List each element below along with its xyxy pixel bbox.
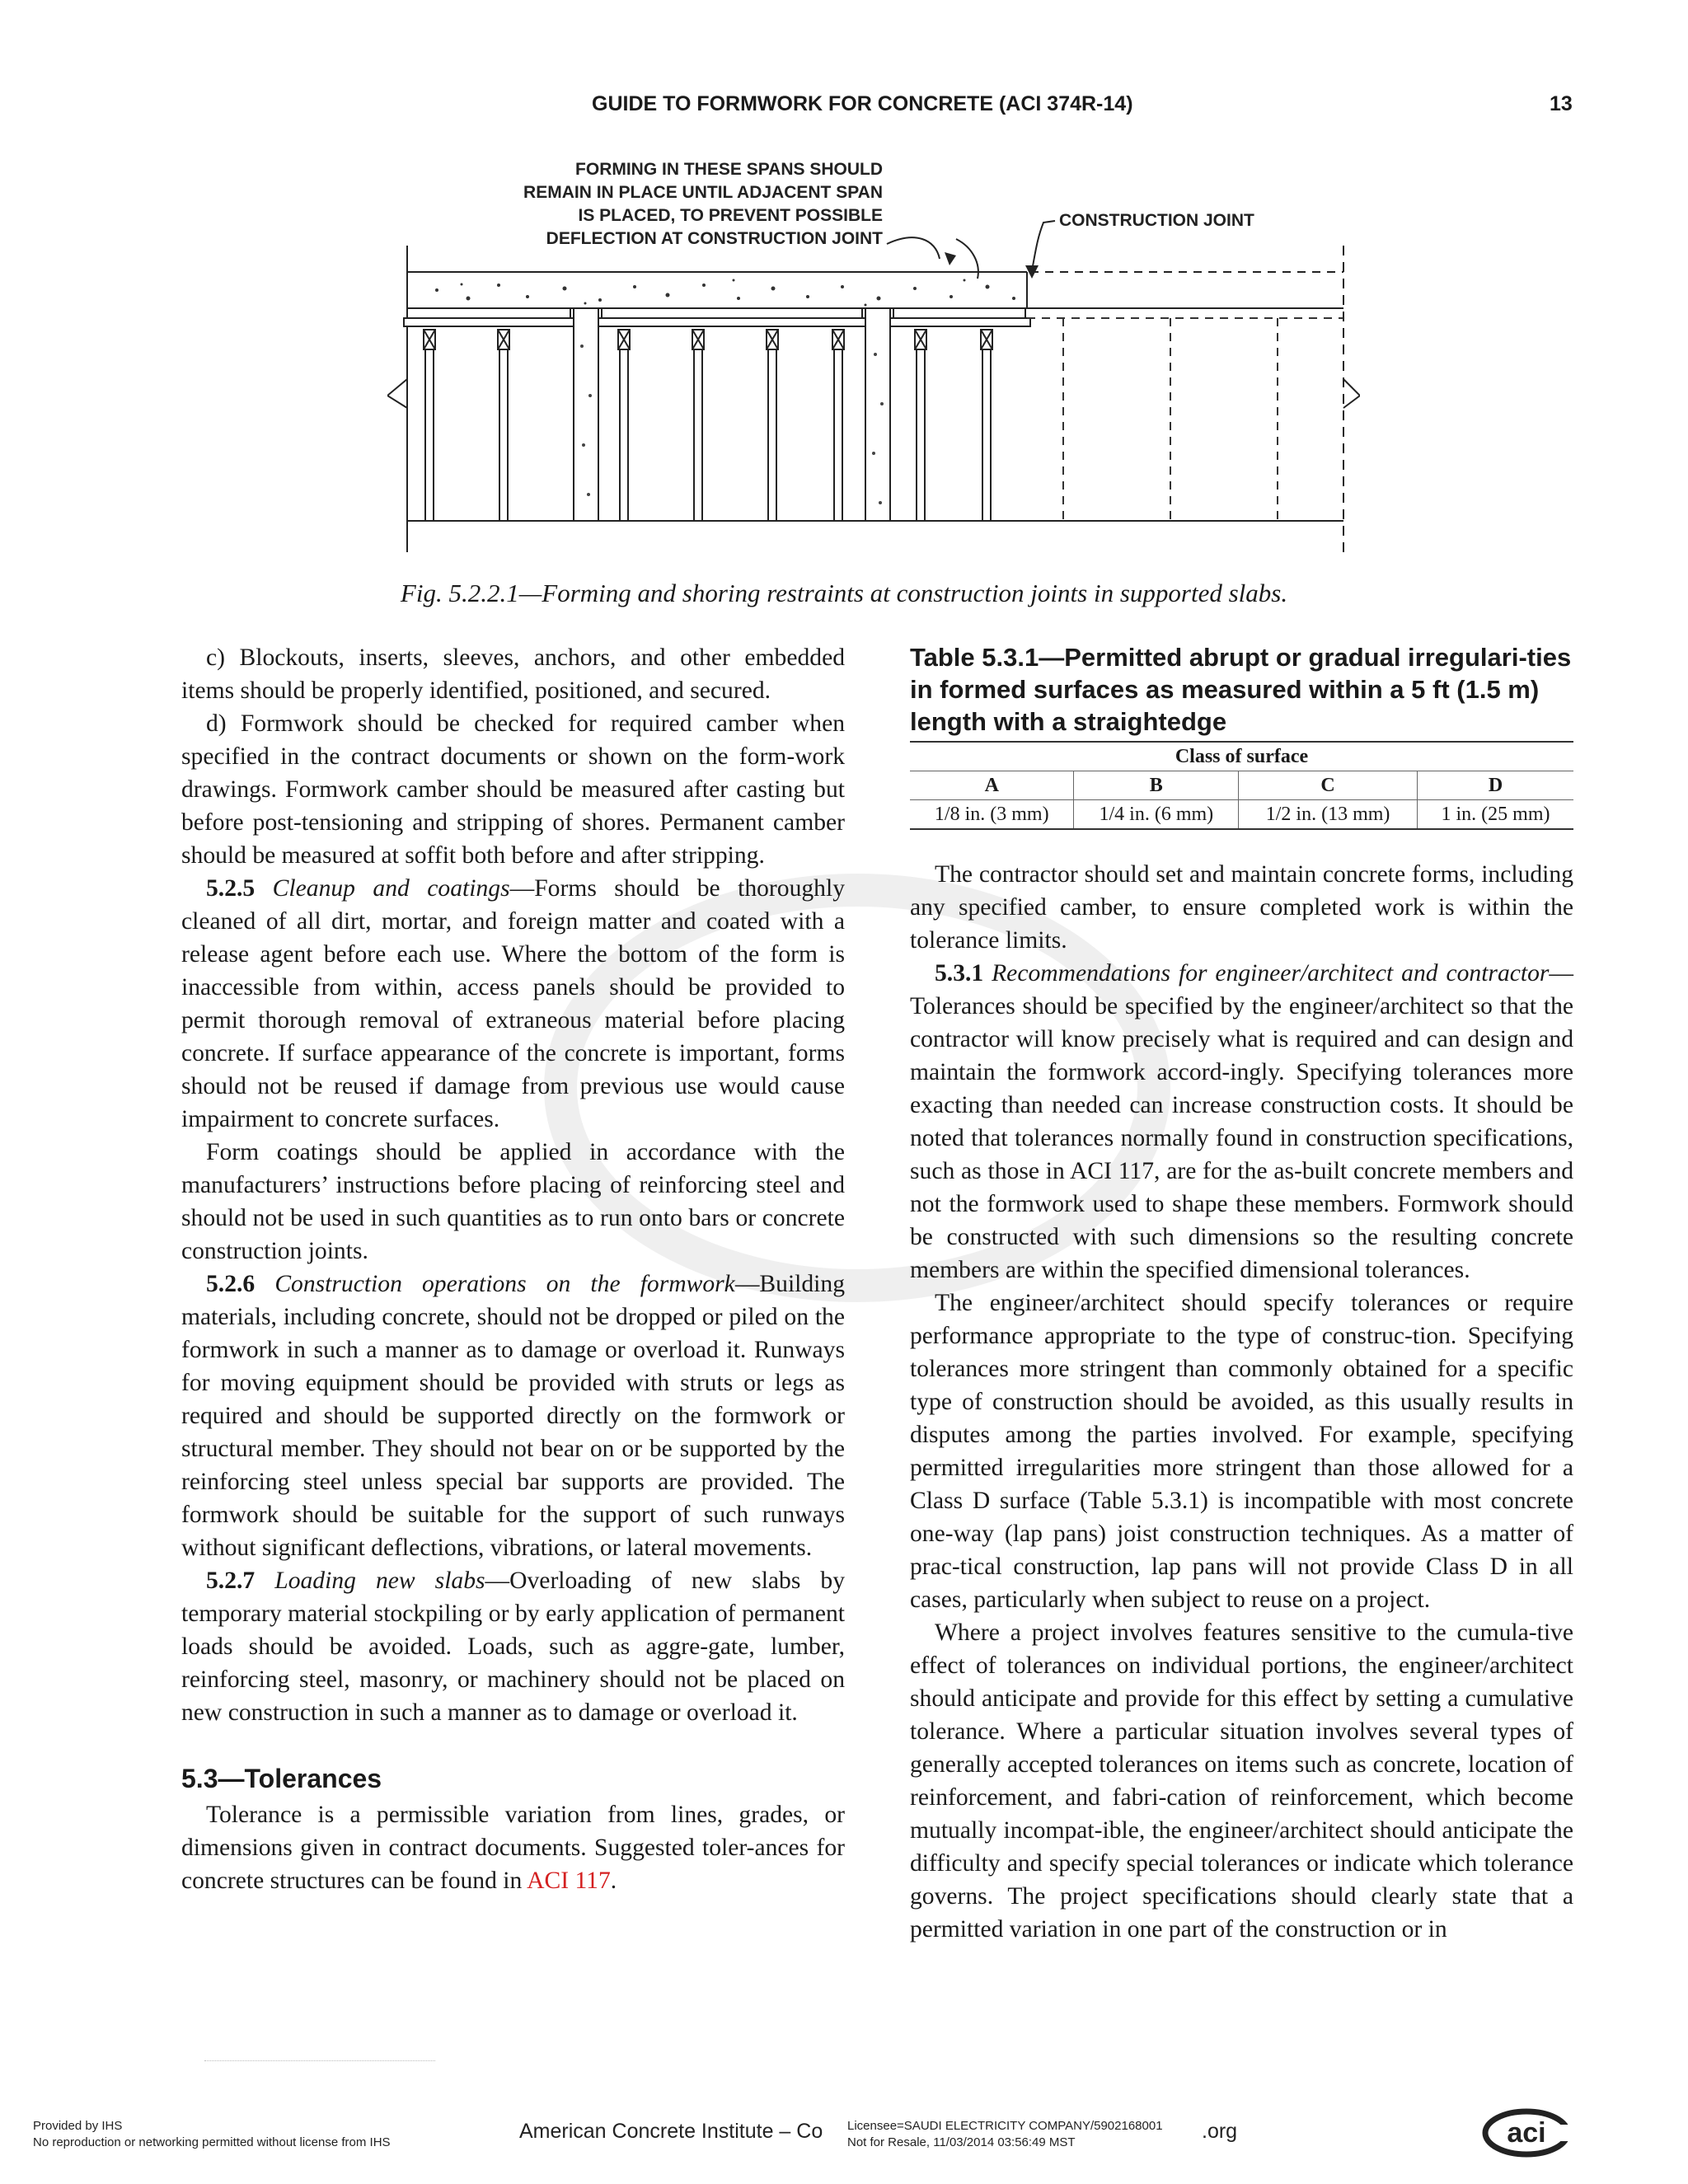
note-arrowhead: [945, 252, 956, 265]
figure-note-line-3: IS PLACED, TO PREVENT POSSIBLE: [578, 206, 883, 225]
form-decks: [404, 308, 1030, 326]
table-cell: 1/4 in. (6 mm): [1074, 800, 1239, 830]
section-text: —Building materials, including concrete, should not be dropped or piled on the formwork in such a manner as to damage or overload it. Runways for moving equipment should be provided with struts or legs as required and should be supported directly on the formwork or structural member. They should not bear on or be supported by the reinforcing steel unless special bar supports are provided. The formwork should be suitable for the support of such runways without significant deflections, vibrations, or lateral movements.: [181, 1271, 845, 1561]
table-cell: 1 in. (25 mm): [1418, 800, 1574, 830]
section-5-2-6: [181, 1268, 845, 1564]
figure-note-line-1: FORMING IN THESE SPANS SHOULD: [575, 160, 883, 179]
provided-by: Provided by IHS: [33, 2119, 123, 2133]
table-cell: 1/2 in. (13 mm): [1239, 800, 1418, 830]
coatings-paragraph: Form coatings should be applied in accordance with the manufacturers’ instructions before placing of reinforcing steel and should not be used in such quantities as to run onto bars or concrete construction joints.: [181, 1139, 845, 1264]
section-text: —Forms should be thoroughly cleaned of all dirt, mortar, and foreign matter and coated with a release agent before each use. Where the bottom of the form is inaccessible from within, access panels should be provided to permit thorough removal of extraneous material before placing concrete. If surface appearance of the concrete is important, forms should not be reused if damage from previous use would cause impairment to concrete surfaces.: [181, 875, 845, 1132]
right-column: [910, 641, 1573, 1946]
construction-joint-label: CONSTRUCTION JOINT: [1059, 211, 1254, 230]
note-leader-line: [887, 237, 940, 259]
section-5-2-7: [181, 1564, 845, 1729]
future-formwork: [1027, 318, 1343, 521]
table-header-cell: B: [1074, 771, 1239, 800]
section-5-2-5: [181, 872, 845, 1136]
paragraph-c: c) Blockouts, inserts, sleeves, anchors, and other embedded items should be properly identified, positioned, and secured.: [181, 644, 845, 704]
table-group-header: Class of surface: [910, 742, 1573, 771]
engineer-paragraph: The engineer/architect should specify tolerances or require performance appropriate to the type of construc-tion. Specifying tolerances more stringent than commonly obtained for a specific type of construction should be avoided, as this usually results in disputes among the parties involved. For example, specifying permitted irregularities more stringent than those allowed for a Class D surface (Table 5.3.1) is incompatible with most concrete one-way (lap pans) joist construction techniques. As a matter of prac-tical construction, lap pans will not provide Class D in all cases, particularly when subject to reuse on a project.: [910, 1290, 1573, 1613]
contractor-paragraph: The contractor should set and maintain concrete forms, including any specified camber, to ensure completed work is within the tolerance limits.: [910, 861, 1573, 954]
section-heading-5-3: 5.3—Tolerances: [181, 1764, 382, 1793]
table-header-cell: D: [1418, 771, 1574, 800]
shores: [424, 330, 992, 521]
scan-artifact: [204, 2060, 435, 2069]
logo-text: aci: [1507, 2117, 1546, 2149]
section-number: 5.2.7: [206, 1568, 256, 1594]
paragraph-d: d) Formwork should be checked for required camber when specified in the contract documents or shown on the form-work drawings. Formwork camber should be measured after casting but before post-tensioning and stripping of shores. Permanent camber should be measured at soffit both before and after stripping.: [181, 710, 845, 869]
section-title: Cleanup and coatings: [272, 875, 510, 902]
figure-caption: Fig. 5.2.2.1—Forming and shoring restraints at construction joints in supported slabs.: [400, 579, 1288, 607]
section-number: 5.3.1: [935, 960, 984, 987]
tolerance-table: [910, 741, 1573, 830]
cumulative-paragraph: Where a project involves features sensitive to the cumula-tive effect of tolerances on individual portions, the engineer/architect should anticipate and provide for this effect by setting a cumulative tolerance. Where a particular situation involves several types of generally accepted tolerances on items such as concrete, location of reinforcement, and fabri-cation of reinforcement, which become mutually incompat-ible, the engineer/architect should anticipate the difficulty and specify special tolerances or indicate which tolerance governs. The project specifications should clearly state that a permitted variation in one part of the construction or in: [910, 1619, 1573, 1943]
table-cell: 1/8 in. (3 mm): [910, 800, 1074, 830]
licensee-line: Licensee=SAUDI ELECTRICITY COMPANY/5902168001: [847, 2119, 1163, 2133]
section-title: Loading new slabs: [274, 1568, 485, 1594]
running-title: GUIDE TO FORMWORK FOR CONCRETE (ACI 374R-14): [592, 92, 1133, 115]
section-text: —Overloading of new slabs by temporary material stockpiling or by early application of permanent loads should be avoided. Loads, such as aggre-gate, lumber, reinforcing steel, masonry, or machinery should not be placed on new construction in such a manner as to damage or overload it.: [181, 1568, 846, 1726]
section-number: 5.2.5: [206, 875, 256, 902]
page-footer: [0, 2115, 1688, 2172]
concrete-slab: [407, 246, 1343, 552]
left-column: [181, 641, 845, 1897]
table-title: Table 5.3.1—Permitted abrupt or gradual irregulari-ties in formed surfaces as measured within a 5 ft (1.5 m) length with a straightedge: [910, 643, 1572, 736]
section-title: Construction operations on the formwork: [274, 1271, 735, 1297]
formwork-figure: [387, 157, 1360, 569]
not-for-resale-line: Not for Resale, 11/03/2014 03:56:49 MST: [847, 2135, 1076, 2149]
aci-logo-icon: [1480, 2107, 1579, 2159]
table-header-cell: A: [910, 771, 1074, 800]
section-number: 5.2.6: [206, 1271, 256, 1297]
aggregate-texture: [435, 279, 1015, 307]
table-header-cell: C: [1239, 771, 1418, 800]
joint-leader-line: [1032, 221, 1055, 270]
figure-note-line-4: DEFLECTION AT CONSTRUCTION JOINT: [546, 229, 883, 248]
tolerance-paragraph: [181, 1798, 845, 1897]
publisher-domain: .org: [1202, 2120, 1238, 2143]
section-5-3-1: [910, 957, 1573, 1286]
break-line-right: [1343, 379, 1360, 408]
beam-aggregate: [580, 344, 884, 504]
tolerance-text: Tolerance is a permissible variation from lines, grades, or dimensions given in contract documents. Suggested toler-ances for concrete structures can be found in: [181, 1802, 845, 1894]
aci-117-link[interactable]: ACI 117: [527, 1868, 611, 1894]
figure-note-line-2: REMAIN IN PLACE UNTIL ADJACENT SPAN: [523, 183, 883, 202]
publisher-name: American Concrete Institute – Co: [519, 2120, 823, 2143]
section-title: Recommendations for engineer/architect and contractor: [992, 960, 1550, 987]
section-text: —Tolerances should be specified by the engineer/architect so that the contractor will know precisely what is required and can design and maintain the formwork accord-ingly. Specifying tolerances more exacting than needed can increase construction costs. It should be noted that tolerances normally found in construction specifications, such as those in ACI 117, are for the as-built concrete members and not the formwork used to shape these members. Formwork should be constructed with such dimensions so the resulting concrete members are within the specified dimensional tolerances.: [910, 960, 1574, 1283]
tolerance-text-end: .: [610, 1868, 617, 1894]
no-reproduction-notice: No reproduction or networking permitted without license from IHS: [33, 2135, 391, 2149]
page-number: 13: [1550, 92, 1573, 115]
provider-notice: [33, 2118, 391, 2151]
license-notice: [847, 2118, 1163, 2151]
break-line-left: [387, 379, 407, 408]
